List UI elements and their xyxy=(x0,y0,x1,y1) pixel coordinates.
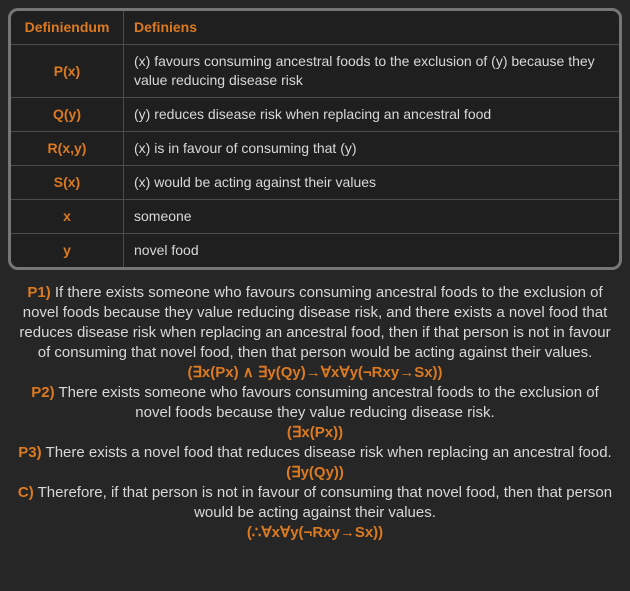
premise-p2 xyxy=(14,383,616,423)
premise-p3-label: P3) xyxy=(18,444,42,461)
definiendum-cell: R(x,y) xyxy=(11,132,124,166)
table-row xyxy=(11,200,619,234)
premise-p1-label: P1) xyxy=(27,284,51,301)
definiens-cell: (y) reduces disease risk when replacing an ancestral food xyxy=(124,98,620,132)
premise-p3 xyxy=(14,443,616,463)
premise-p3-formula: (∃y(Qy)) xyxy=(286,464,344,481)
definiendum-cell: S(x) xyxy=(11,166,124,200)
column-header-definiens: Definiens xyxy=(124,11,620,45)
premise-p2-text: There exists someone who favours consuming ancestral foods to the exclusion of novel foods because they value reducing disease risk. xyxy=(58,384,599,421)
definiens-cell: novel food xyxy=(124,234,620,268)
conclusion-text: Therefore, if that person is not in favour of consuming that novel food, then that person would be acting against their values. xyxy=(37,484,613,521)
definiendum-cell: P(x) xyxy=(11,45,124,98)
premise-p1 xyxy=(14,283,616,363)
column-header-definiendum: Definiendum xyxy=(11,11,124,45)
premise-p1-text: If there exists someone who favours consuming ancestral foods to the exclusion of novel foods because they value reducing disease risk, and there exists a novel food that reduces disease risk when replacing an ancestral food, then if that person is not in favour of consuming that novel food, then that person would be acting against their values. xyxy=(19,284,611,361)
table-row xyxy=(11,98,619,132)
definiendum-cell: Q(y) xyxy=(11,98,124,132)
premise-p2-label: P2) xyxy=(31,384,55,401)
premise-p3-text: There exists a novel food that reduces disease risk when replacing an ancestral food. xyxy=(45,444,612,461)
definiens-cell: (x) is in favour of consuming that (y) xyxy=(124,132,620,166)
conclusion xyxy=(14,483,616,523)
premise-p2-formula: (∃x(Px)) xyxy=(286,424,344,441)
argument-section xyxy=(0,283,630,543)
definiendum-cell: y xyxy=(11,234,124,268)
definiendum-definiens-table xyxy=(11,11,619,267)
premise-p1-formula: (∃x(Px) ∧ ∃y(Qy)→∀x∀y(¬Rxy→Sx)) xyxy=(187,364,443,381)
table-row xyxy=(11,234,619,268)
definiendum-cell: x xyxy=(11,200,124,234)
conclusion-formula: (∴∀x∀y(¬Rxy→Sx)) xyxy=(246,524,384,541)
definiens-cell: (x) would be acting against their values xyxy=(124,166,620,200)
table-header-row xyxy=(11,11,619,45)
definiens-cell: someone xyxy=(124,200,620,234)
definiens-cell: (x) favours consuming ancestral foods to the exclusion of (y) because they value reducing disease risk xyxy=(124,45,620,98)
definitions-table xyxy=(8,8,622,270)
conclusion-label: C) xyxy=(17,484,34,501)
table-row xyxy=(11,132,619,166)
table-row xyxy=(11,45,619,98)
table-row xyxy=(11,166,619,200)
